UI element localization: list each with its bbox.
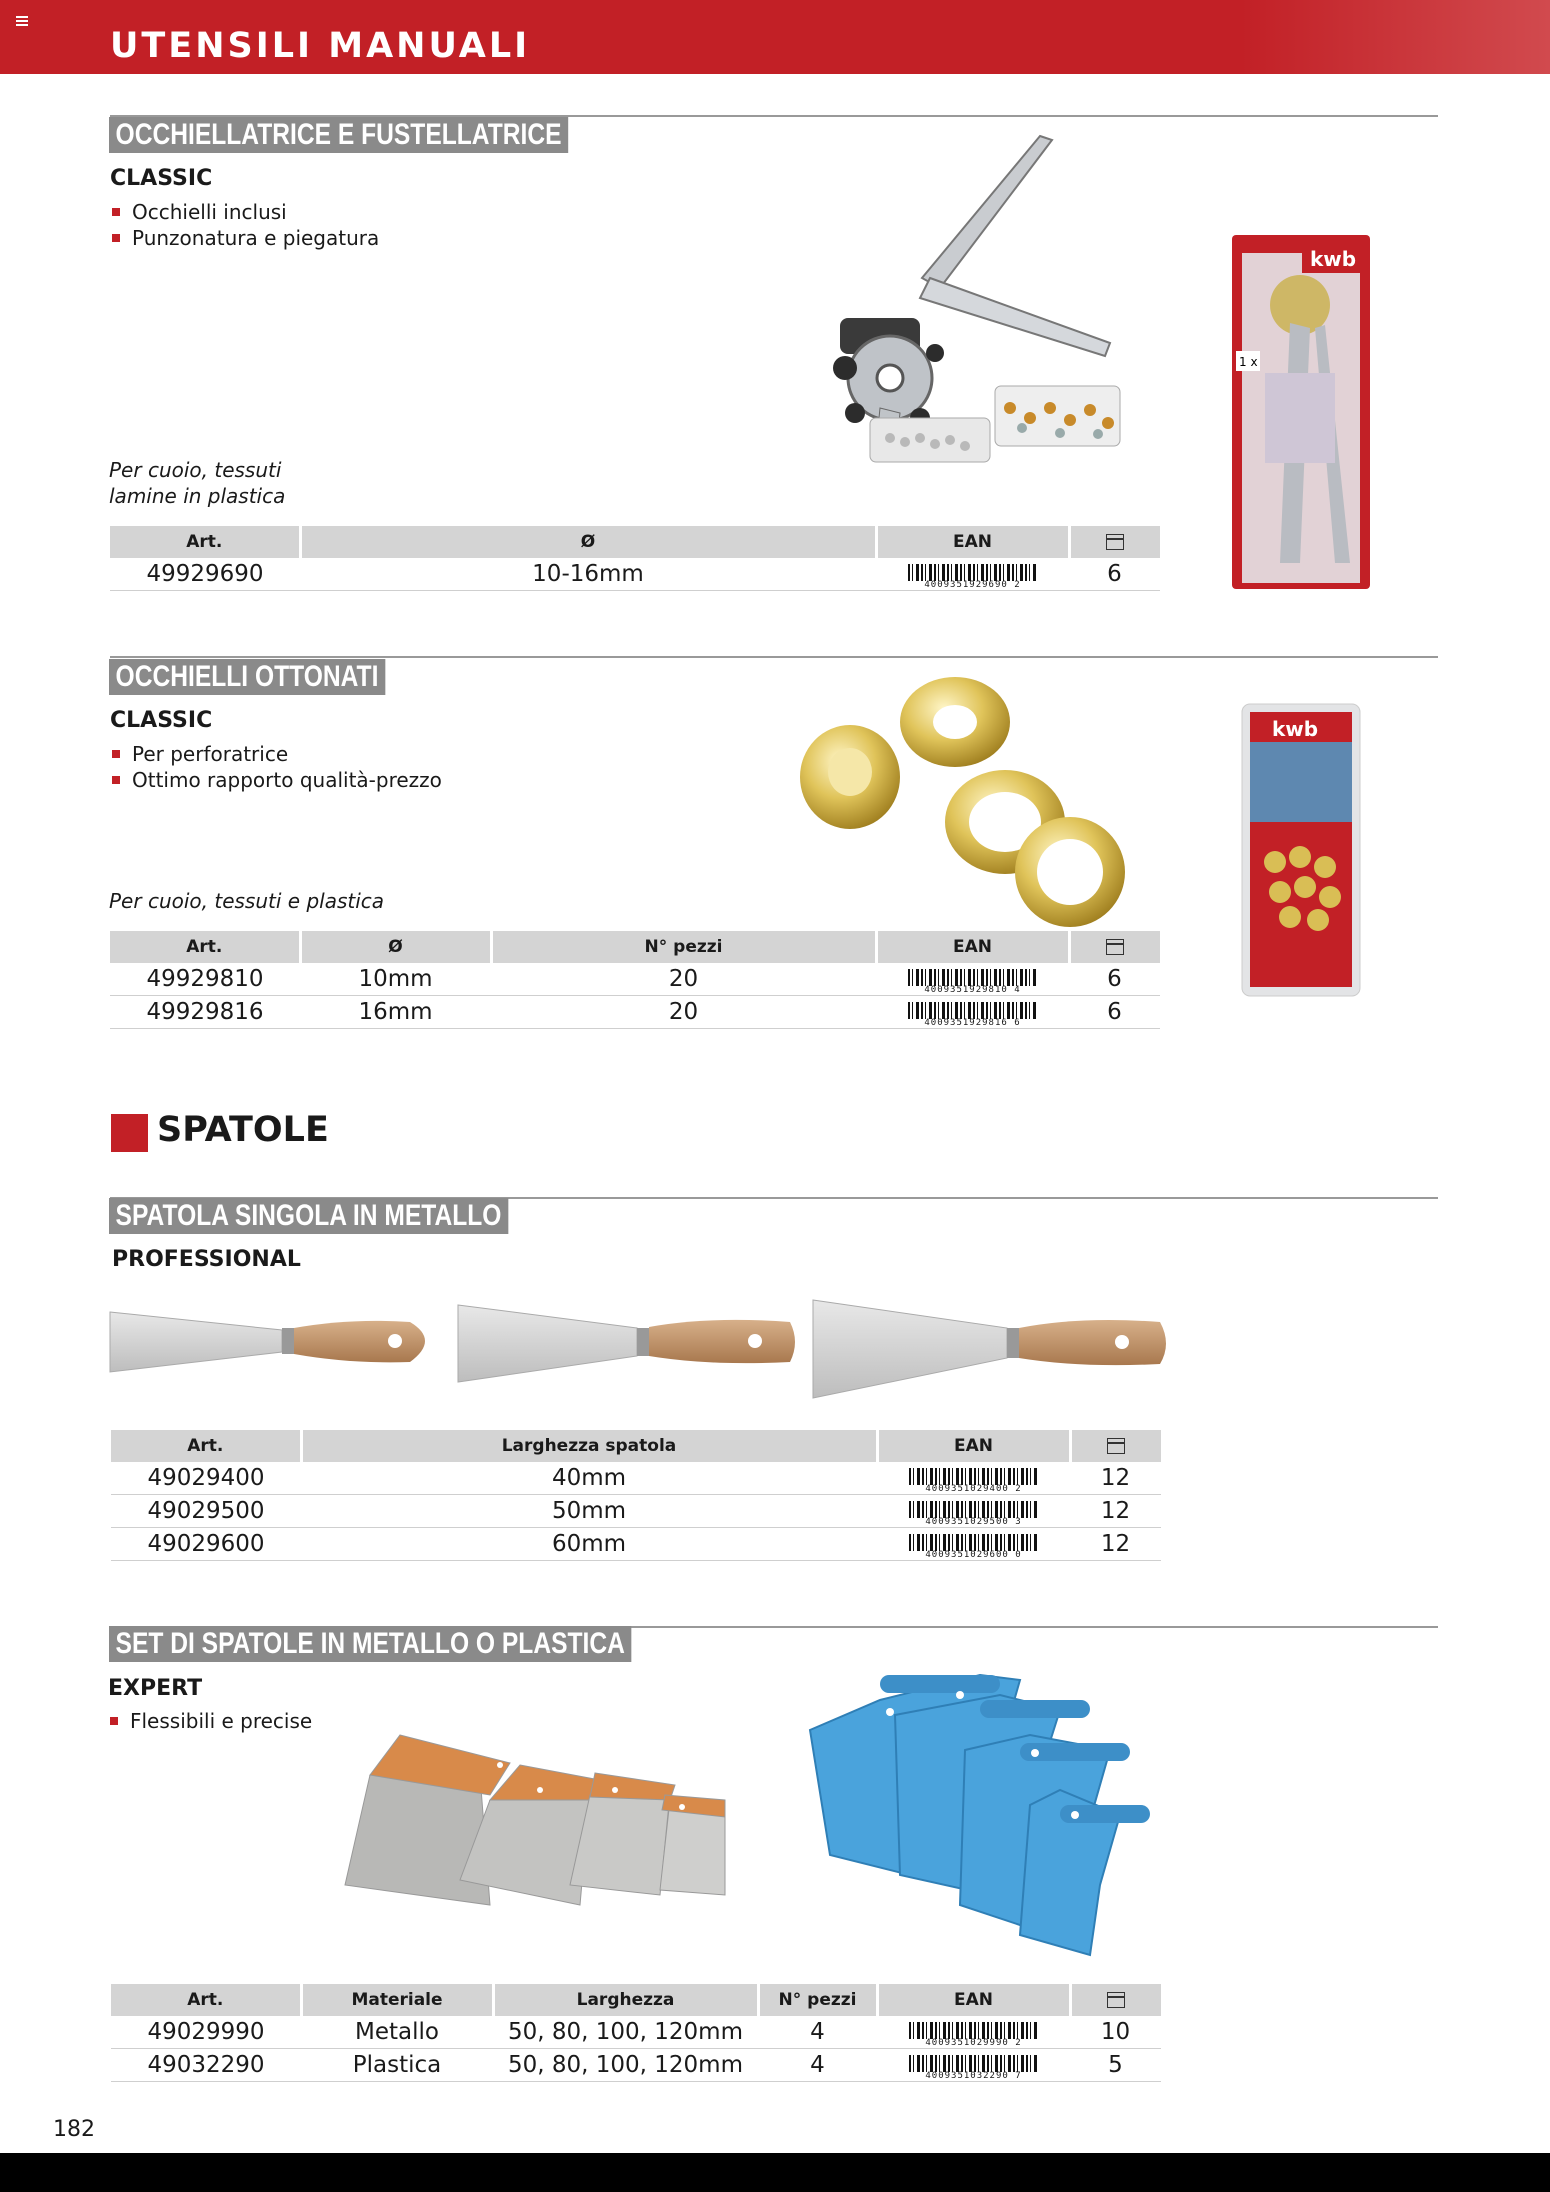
box-icon <box>1106 939 1124 955</box>
usage-note <box>109 457 285 509</box>
table-row <box>110 558 1160 591</box>
product-line: EXPERT <box>108 1676 203 1701</box>
column-header: Art. <box>111 1430 301 1462</box>
barcode-icon <box>909 1468 1039 1494</box>
pieces-cell: 4 <box>758 2049 877 2082</box>
qty-cell: 6 <box>1069 996 1160 1029</box>
qty-cell: 12 <box>1070 1462 1161 1495</box>
ean-number: 4009351032290 7 <box>909 2072 1039 2081</box>
article-number: 49929816 <box>110 996 300 1029</box>
table-row <box>110 996 1160 1029</box>
ean-number: 4009351029990 2 <box>909 2039 1039 2048</box>
feature-list <box>110 199 379 251</box>
spec-table <box>111 1430 1161 1561</box>
barcode-icon <box>909 1534 1039 1560</box>
qty-cell: 12 <box>1070 1528 1161 1561</box>
product-line: CLASSIC <box>110 708 213 733</box>
column-header: EAN <box>877 1984 1070 2016</box>
product-line: PROFESSIONAL <box>112 1247 301 1272</box>
column-header: EAN <box>876 526 1069 558</box>
package-brand: kwb <box>1272 717 1319 741</box>
category-marker <box>111 1114 148 1152</box>
barcode-icon <box>908 1002 1038 1028</box>
column-header: Larghezza <box>493 1984 758 2016</box>
bottom-bar <box>0 2153 1550 2192</box>
pieces-cell: 20 <box>491 963 876 996</box>
plastic-spatula-set-image <box>790 1655 1160 1955</box>
pieces-cell: 4 <box>758 2016 877 2049</box>
article-number: 49929690 <box>110 558 300 591</box>
material-cell: Metallo <box>301 2016 493 2049</box>
column-header: Art. <box>110 526 300 558</box>
qty-cell: 10 <box>1070 2016 1161 2049</box>
feature-list <box>108 1708 312 1734</box>
product-package-image <box>1230 233 1372 591</box>
column-header: Larghezza spatola <box>301 1430 877 1462</box>
article-number: 49029500 <box>111 1495 301 1528</box>
page-number: 182 <box>53 2117 95 2142</box>
product-package-image <box>1240 702 1362 998</box>
feature-list <box>110 741 442 793</box>
column-header: EAN <box>876 931 1069 963</box>
page-heading: UTENSILI MANUALI <box>110 26 531 66</box>
package-brand: kwb <box>1310 247 1357 271</box>
article-number: 49029600 <box>111 1528 301 1561</box>
ean-cell <box>877 2016 1070 2049</box>
ean-number: 4009351929816 6 <box>908 1019 1038 1028</box>
putty-knives-image <box>110 1300 1170 1405</box>
table-header-row <box>110 526 1160 558</box>
feature-item: Punzonatura e piegatura <box>110 225 379 251</box>
width-cell: 40mm <box>301 1462 877 1495</box>
usage-note-line: Per cuoio, tessuti <box>109 458 282 482</box>
width-cell: 60mm <box>301 1528 877 1561</box>
feature-item: Per perforatrice <box>110 741 442 767</box>
ean-cell <box>877 1462 1070 1495</box>
column-header: Art. <box>110 931 300 963</box>
column-header <box>1070 1430 1161 1462</box>
metal-spatula-set-image <box>340 1705 740 1920</box>
section-divider <box>110 656 1438 658</box>
usage-note: Per cuoio, tessuti e plastica <box>109 889 385 913</box>
table-header-row <box>110 931 1160 963</box>
ean-cell <box>877 1528 1070 1561</box>
width-cell: 50, 80, 100, 120mm <box>493 2016 758 2049</box>
section-title: OCCHIELLATRICE E FUSTELLATRICE <box>109 117 568 153</box>
qty-cell: 12 <box>1070 1495 1161 1528</box>
barcode-icon <box>908 969 1038 995</box>
column-header: N° pezzi <box>491 931 876 963</box>
column-header: Ø <box>300 931 491 963</box>
diameter-cell: 10-16mm <box>300 558 876 591</box>
column-header: Materiale <box>301 1984 493 2016</box>
ean-cell <box>876 996 1069 1029</box>
column-header <box>1070 1984 1161 2016</box>
article-number: 49929810 <box>110 963 300 996</box>
feature-item: Flessibili e precise <box>108 1708 312 1734</box>
ean-cell <box>876 558 1069 591</box>
width-cell: 50mm <box>301 1495 877 1528</box>
package-quantity-label: 1 x <box>1239 355 1258 369</box>
barcode-icon <box>909 1501 1039 1527</box>
qty-cell: 6 <box>1069 558 1160 591</box>
spec-table <box>111 1984 1161 2082</box>
feature-item: Ottimo rapporto qualità-prezzo <box>110 767 442 793</box>
ean-number: 4009351029400 2 <box>909 1485 1039 1494</box>
barcode-icon <box>908 564 1038 590</box>
section-title: OCCHIELLI OTTONATI <box>109 659 385 695</box>
section-title: SET DI SPATOLE IN METALLO O PLASTICA <box>109 1626 631 1662</box>
ean-cell <box>877 2049 1070 2082</box>
menu-icon[interactable] <box>16 16 28 25</box>
diameter-cell: 10mm <box>300 963 491 996</box>
diameter-cell: 16mm <box>300 996 491 1029</box>
feature-item: Occhielli inclusi <box>110 199 379 225</box>
article-number: 49029990 <box>111 2016 301 2049</box>
article-number: 49029400 <box>111 1462 301 1495</box>
ean-number: 4009351929690 2 <box>908 581 1038 590</box>
ean-cell <box>877 1495 1070 1528</box>
top-bar <box>0 0 1550 74</box>
column-header: N° pezzi <box>758 1984 877 2016</box>
article-number: 49032290 <box>111 2049 301 2082</box>
column-header: Ø <box>300 526 876 558</box>
usage-note-line: lamine in plastica <box>109 484 286 508</box>
table-row <box>111 1462 1161 1495</box>
qty-cell: 6 <box>1069 963 1160 996</box>
table-header-row <box>111 1984 1161 2016</box>
ean-number: 4009351929810 4 <box>908 986 1038 995</box>
ean-cell <box>876 963 1069 996</box>
qty-cell: 5 <box>1070 2049 1161 2082</box>
ean-number: 4009351029500 3 <box>909 1518 1039 1527</box>
barcode-icon <box>909 2055 1039 2081</box>
material-cell: Plastica <box>301 2049 493 2082</box>
box-icon <box>1106 534 1124 550</box>
spec-table <box>110 931 1160 1029</box>
box-icon <box>1107 1992 1125 2008</box>
table-row <box>111 2016 1161 2049</box>
spec-table <box>110 526 1160 591</box>
box-icon <box>1107 1438 1125 1454</box>
brass-eyelets-image <box>795 672 1125 942</box>
column-header: Art. <box>111 1984 301 2016</box>
column-header <box>1069 526 1160 558</box>
pieces-cell: 20 <box>491 996 876 1029</box>
table-row <box>111 2049 1161 2082</box>
section-title: SPATOLA SINGOLA IN METALLO <box>109 1198 508 1234</box>
barcode-icon <box>909 2022 1039 2048</box>
width-cell: 50, 80, 100, 120mm <box>493 2049 758 2082</box>
table-header-row <box>111 1430 1161 1462</box>
ean-number: 4009351029600 0 <box>909 1551 1039 1560</box>
category-heading: SPATOLE <box>157 1110 329 1150</box>
table-row <box>110 963 1160 996</box>
column-header: EAN <box>877 1430 1070 1462</box>
eyelet-pliers-image <box>690 128 1130 478</box>
column-header <box>1069 931 1160 963</box>
product-line: CLASSIC <box>110 166 213 191</box>
table-row <box>111 1495 1161 1528</box>
table-row <box>111 1528 1161 1561</box>
